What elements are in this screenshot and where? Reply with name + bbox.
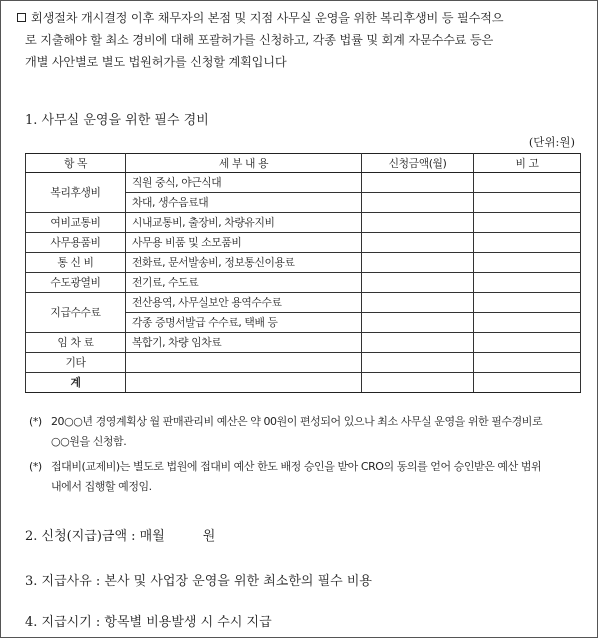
expense-table [25,153,581,393]
note-1 [29,412,589,452]
table-row [26,253,581,273]
category-cell: 통 신 비 [26,253,126,273]
amount-cell [362,273,474,293]
detail-cell [126,353,362,373]
note-1-text-1: 20○○년 경영계획상 월 판매관리비 예산은 약 00원이 편성되어 있으나 최소 사무실 운영을 위한 필수경비로 [51,415,543,428]
detail-cell: 시내교통비, 출장비, 차량유지비 [126,213,362,233]
table-row [26,233,581,253]
section-3: 3. 지급사유 : 본사 및 사업장 운영을 위한 최소한의 필수 비용 [25,574,372,589]
header-remark: 비 고 [474,154,581,173]
amount-cell [362,173,474,193]
detail-cell: 직원 중식, 야근식대 [126,173,362,193]
note-marker: (*) [29,460,42,473]
table-row [26,353,581,373]
intro-line-3: 개별 사안별로 별도 법원허가를 신청할 계획입니다 [25,55,287,69]
remark-cell [474,373,581,393]
remark-cell [474,173,581,193]
table-row [26,293,581,313]
note-1-line-1 [29,412,589,432]
category-cell: 기타 [26,353,126,373]
category-cell: 임 차 료 [26,333,126,353]
detail-cell: 전화료, 문서발송비, 정보통신이용료 [126,253,362,273]
amount-cell [362,233,474,253]
amount-cell [362,353,474,373]
note-2 [29,457,589,497]
unit-label: (단위:원) [528,135,575,149]
table-row [26,213,581,233]
detail-cell: 차대, 생수음료대 [126,193,362,213]
amount-cell [362,193,474,213]
table-header-row [26,154,581,173]
header-amount: 신청금액(월) [362,154,474,173]
amount-cell [362,213,474,233]
table-row [26,173,581,193]
detail-cell: 전산용역, 사무실보안 용역수수료 [126,293,362,313]
category-cell: 여비교통비 [26,213,126,233]
intro-line-2: 로 지출해야 할 최소 경비에 대해 포괄허가를 신청하고, 각종 법률 및 회계 자문수수료 등은 [25,33,494,47]
section-2-suffix: 원 [202,529,216,544]
remark-cell [474,253,581,273]
detail-cell: 복합기, 차량 임차료 [126,333,362,353]
remark-cell [474,293,581,313]
intro-paragraph [17,7,585,73]
amount-cell [362,333,474,353]
remark-cell [474,273,581,293]
note-2-text-1: 접대비(교제비)는 별도로 법원에 접대비 예산 한도 배정 승인을 받아 CRO의 동의를 얻어 승인받은 예산 범위 [51,460,542,473]
detail-cell [126,373,362,393]
section-1-title: 1. 사무실 운영을 위한 필수 경비 [25,113,209,128]
section-4: 4. 지급시기 : 항목별 비용발생 시 수시 지급 [25,615,272,630]
category-cell: 복리후생비 [26,173,126,213]
remark-cell [474,333,581,353]
note-2-line-2: 내에서 집행할 예정임. [51,480,152,493]
table-row [26,333,581,353]
checkbox-square-icon [17,13,26,22]
remark-cell [474,193,581,213]
intro-text-1: 회생절차 개시결정 이후 채무자의 본점 및 지점 사무실 운영을 위한 복리후생비 등 필수적으 [31,11,504,25]
table-row [26,273,581,293]
remark-cell [474,233,581,253]
detail-cell: 사무용 비품 및 소모품비 [126,233,362,253]
section-2-label: 2. 신청(지급)금액 : 매월 [25,529,165,544]
remark-cell [474,313,581,333]
remark-cell [474,353,581,373]
total-label-cell: 계 [26,373,126,393]
category-cell: 사무용품비 [26,233,126,253]
amount-cell [362,293,474,313]
section-2 [25,525,215,544]
intro-line-1 [17,7,585,29]
remark-cell [474,213,581,233]
category-cell: 수도광열비 [26,273,126,293]
amount-cell [362,313,474,333]
header-detail: 세 부 내 용 [126,154,362,173]
detail-cell: 전기료, 수도료 [126,273,362,293]
table-total-row [26,373,581,393]
detail-cell: 각종 증명서발급 수수료, 택배 등 [126,313,362,333]
category-cell: 지급수수료 [26,293,126,333]
amount-cell [362,253,474,273]
note-marker: (*) [29,415,42,428]
amount-cell [362,373,474,393]
note-1-line-2: ○○원을 신청함. [51,435,127,448]
note-2-line-1 [29,457,589,477]
header-item: 항 목 [26,154,126,173]
